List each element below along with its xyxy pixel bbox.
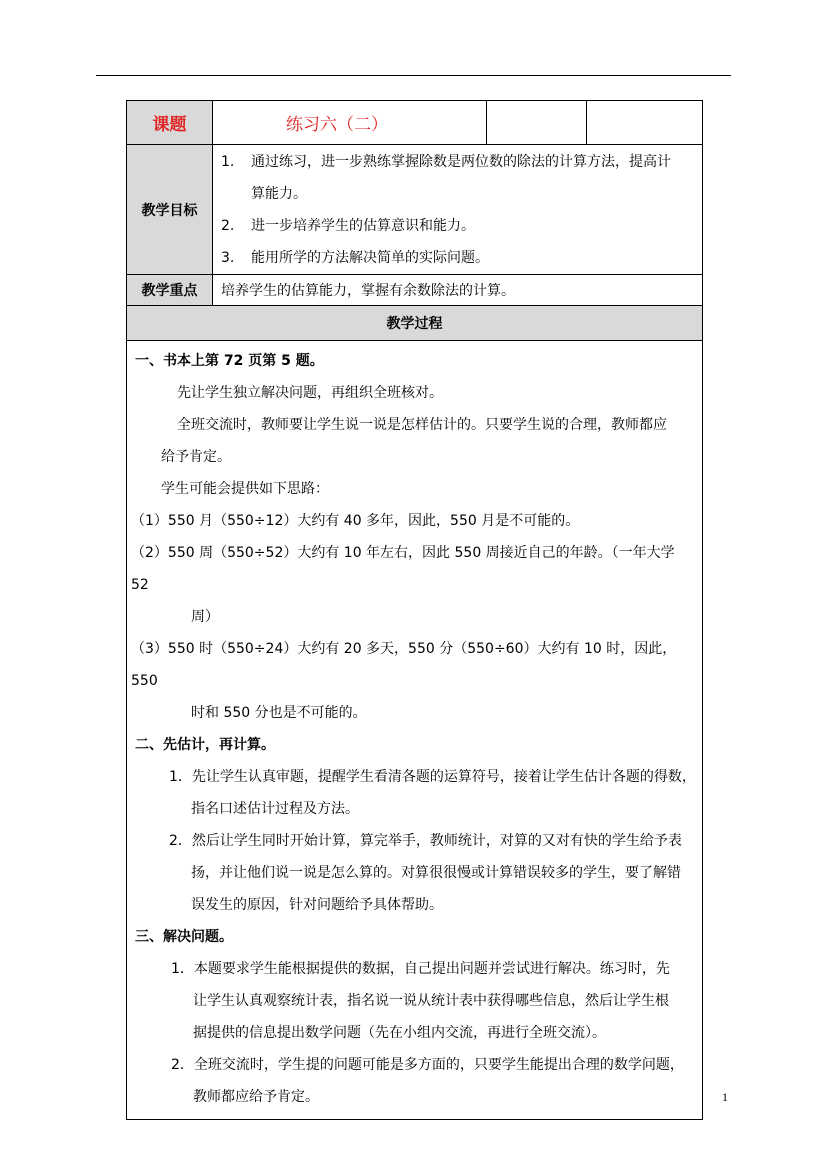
empty-cell-2	[587, 101, 703, 145]
empty-cell-1	[487, 101, 587, 145]
process-body-row	[127, 341, 703, 1120]
list-item-continued: 指名口述估计过程及方法。	[191, 801, 359, 817]
section-title: 三、解决问题。	[135, 929, 233, 945]
objective-item-continued: 算能力。	[251, 185, 307, 202]
list-item: 2．全班交流时，学生提的问题可能是多方面的，只要学生能提出合理的数学问题，	[171, 1057, 684, 1073]
focus-label: 教学重点	[127, 275, 213, 306]
list-item-continued: 据提供的信息提出数学问题（先在小组内交流，再进行全班交流）。	[193, 1025, 606, 1041]
list-item-continued: 时和 550 分也是不可能的。	[191, 705, 367, 721]
list-item: 1．先让学生认真审题，提醒学生看清各题的运算符号，接着让学生估计各题的得数，	[169, 769, 696, 785]
list-item-continued: 让学生认真观察统计表，指名说一说从统计表中获得哪些信息，然后让学生根	[193, 993, 669, 1009]
process-heading: 教学过程	[127, 306, 703, 341]
list-item: （1）550 月（550÷12）大约有 40 多年，因此，550 月是不可能的。	[131, 513, 580, 529]
list-item: 2．然后让学生同时开始计算，算完举手，教师统计，对算的又对有快的学生给予表	[169, 833, 682, 849]
lesson-label: 课题	[152, 115, 187, 135]
paragraph: 先让学生独立解决问题，再组织全班核对。	[177, 385, 443, 401]
title-row	[127, 101, 703, 145]
objective-item: 2. 进一步培养学生的估算意识和能力。	[221, 217, 475, 234]
list-item-continued: 扬，并让他们说一说是怎么算的。对算很很慢或计算错误较多的学生，要了解错	[191, 865, 681, 881]
process-body	[127, 341, 703, 1120]
list-item-continued: 教师都应给予肯定。	[193, 1089, 319, 1105]
focus-row	[127, 275, 703, 306]
list-item: （2）550 周（550÷52）大约有 10 年左右，因此 550 周接近自己的年龄。（一年大学 52	[131, 545, 675, 593]
page-number: 1	[722, 1090, 728, 1104]
list-item-continued: 周）	[191, 609, 219, 625]
lesson-title: 练习六（二）	[213, 101, 487, 145]
lesson-label-cell	[127, 101, 213, 145]
list-item-continued: 误发生的原因，针对问题给予具体帮助。	[191, 897, 443, 913]
paragraph: 学生可能会提供如下思路：	[161, 481, 329, 497]
section-title: 二、先估计，再计算。	[135, 737, 275, 753]
objectives-cell	[213, 145, 703, 275]
paragraph: 全班交流时，教师要让学生说一说是怎样估计的。只要学生说的合理，教师都应	[177, 417, 667, 433]
objectives-row	[127, 145, 703, 275]
process-heading-row	[127, 306, 703, 341]
header-rule	[96, 75, 731, 76]
paragraph: 给予肯定。	[161, 449, 231, 465]
objective-item: 3. 能用所学的方法解决简单的实际问题。	[221, 249, 489, 266]
objectives-label: 教学目标	[127, 145, 213, 275]
section-title: 一、书本上第 72 页第 5 题。	[135, 353, 324, 369]
list-item: （3）550 时（550÷24）大约有 20 多天，550 分（550÷60）大约有 10 时，因此，550	[131, 641, 677, 689]
lesson-plan-table	[126, 100, 703, 1120]
list-item: 1．本题要求学生能根据提供的数据，自己提出问题并尝试进行解决。练习时，先	[171, 961, 670, 977]
focus-text: 培养学生的估算能力，掌握有余数除法的计算。	[213, 275, 703, 306]
objective-item: 1. 通过练习，进一步熟练掌握除数是两位数的除法的计算方法，提高计	[221, 153, 671, 170]
